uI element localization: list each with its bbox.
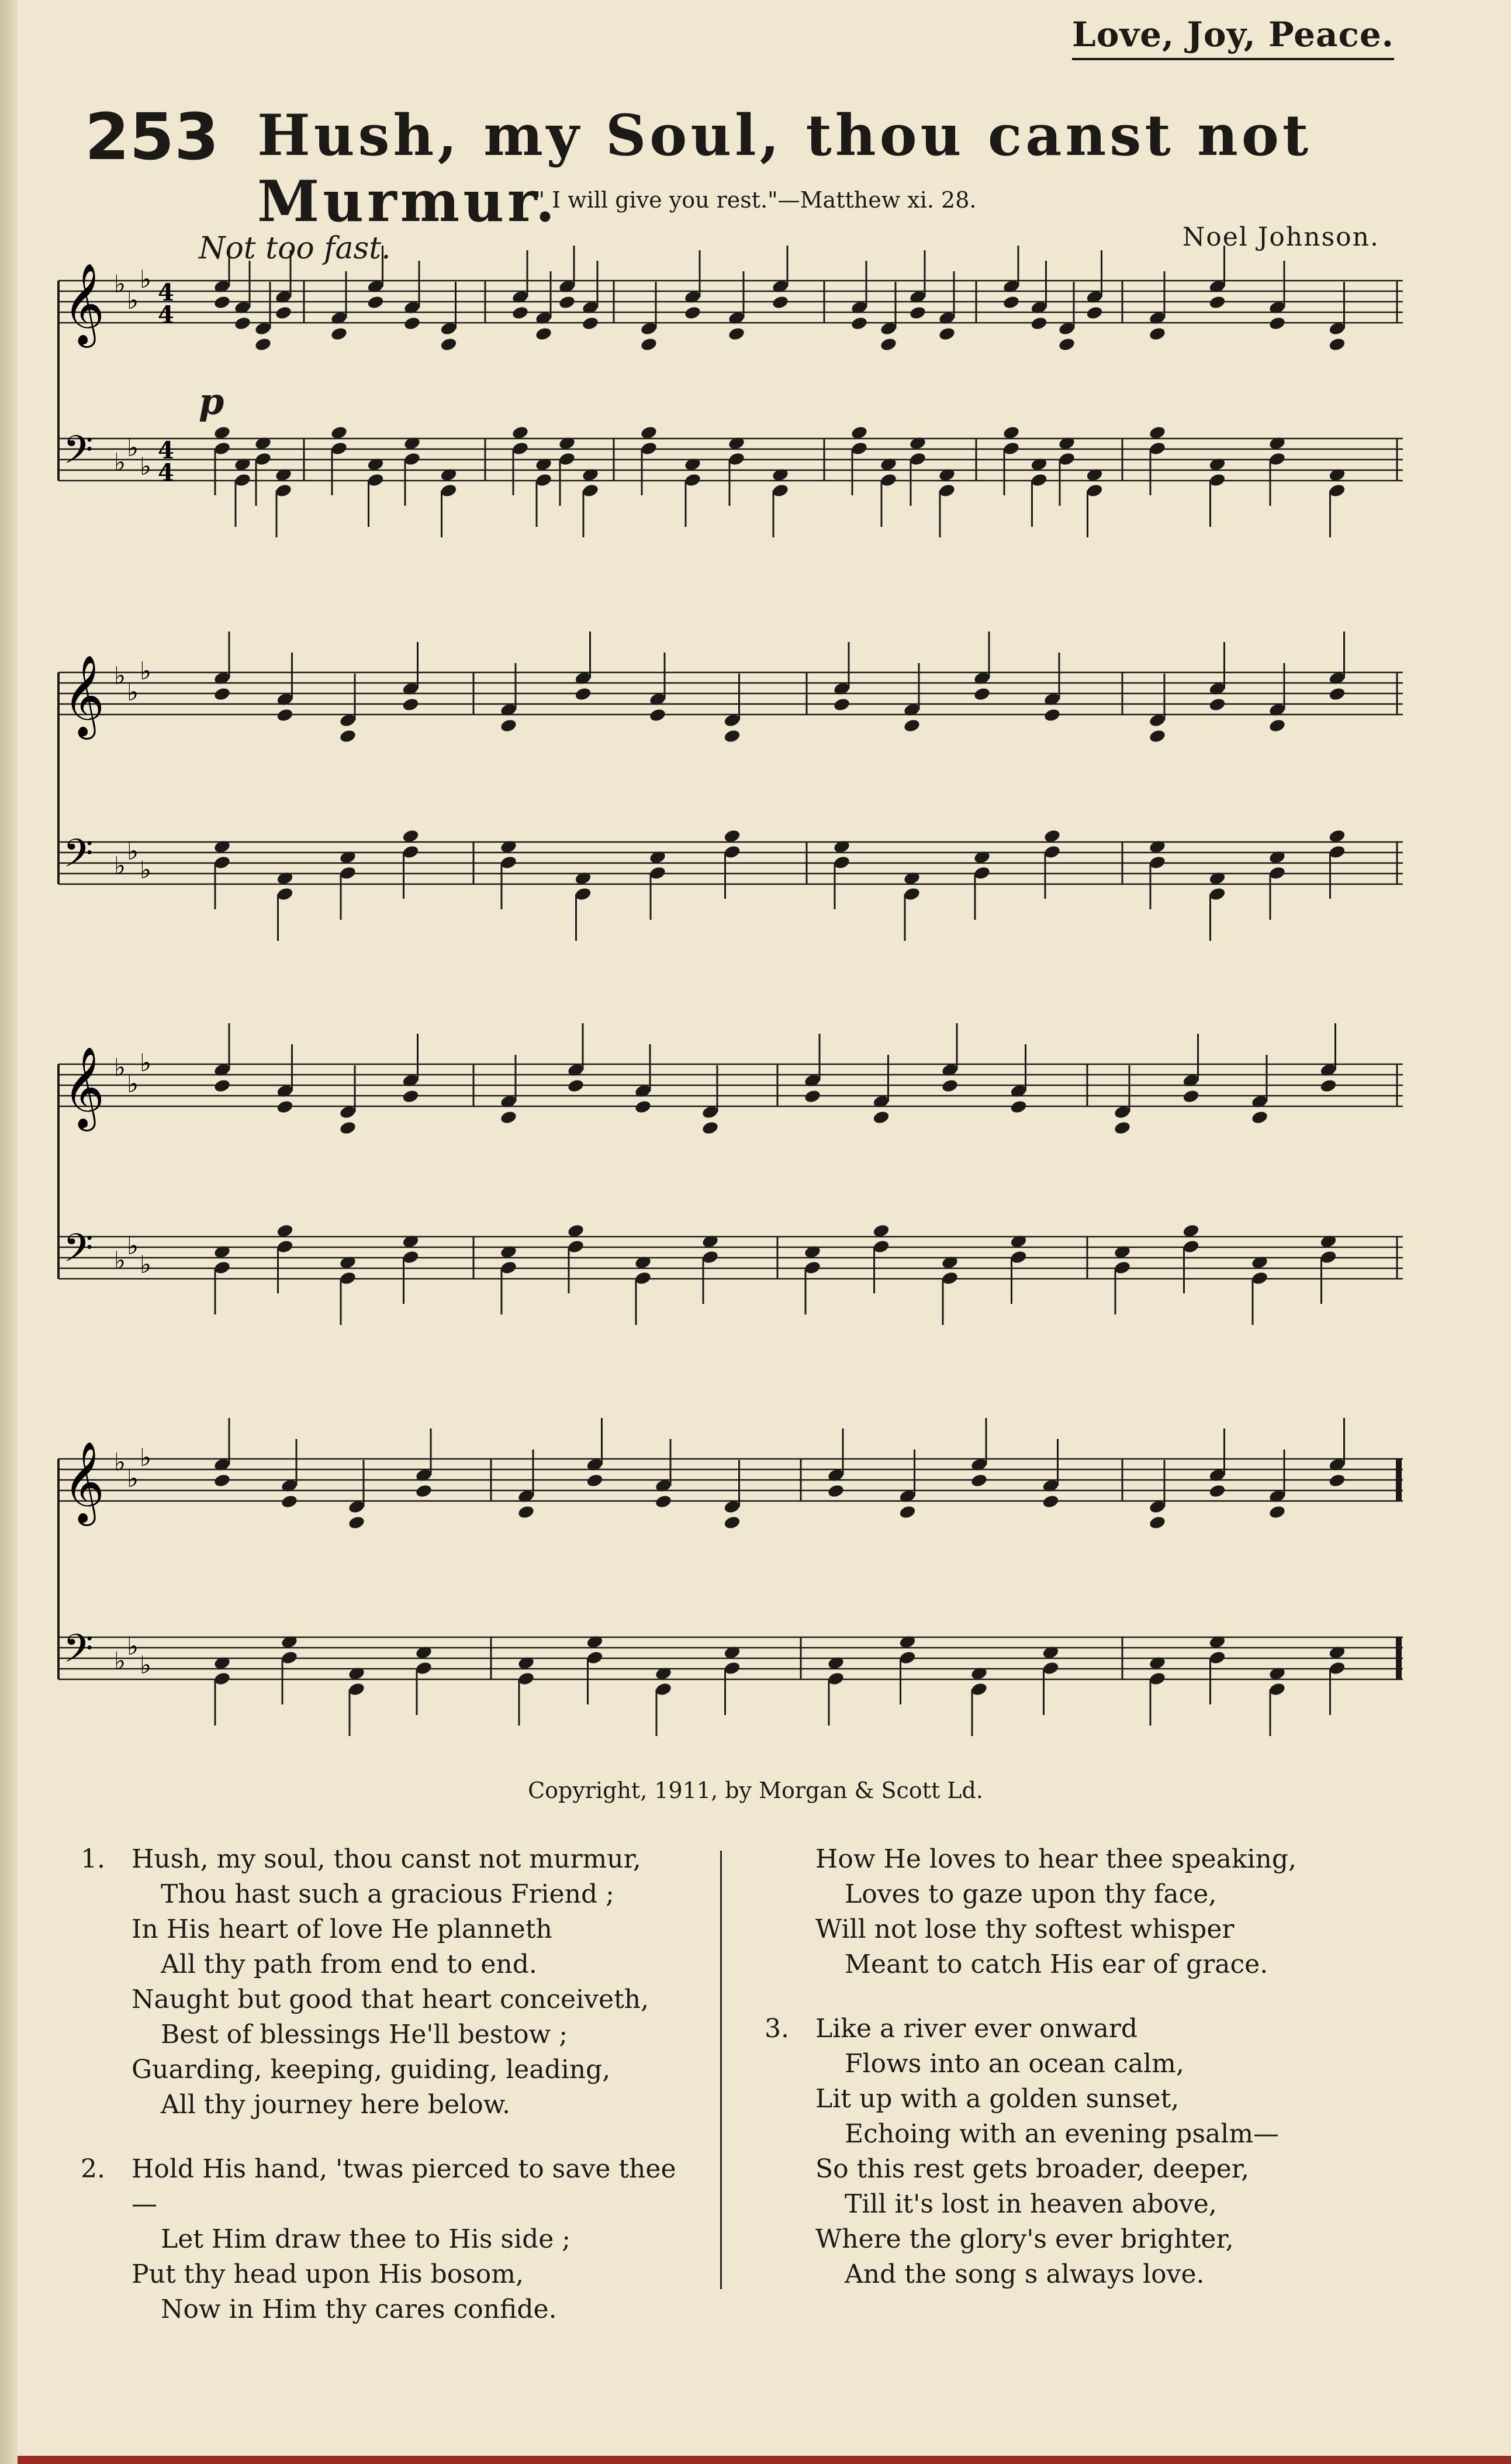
note-head xyxy=(415,1483,433,1499)
verse-3 xyxy=(765,2011,1415,2292)
copyright-notice: Copyright, 1911, by Morgan & Scott Ld. xyxy=(528,1778,983,1803)
verse-line: Best of blessings He'll bestow ; xyxy=(161,2020,568,2049)
note-head xyxy=(1319,1078,1337,1093)
note-head xyxy=(1208,295,1226,310)
note-head xyxy=(850,316,869,331)
dynamic-marking: p xyxy=(199,380,224,423)
bottom-rule xyxy=(18,2456,1511,2464)
bass-clef: 𝄢 xyxy=(63,427,94,482)
note-head xyxy=(1251,1110,1269,1125)
verse-line: Lit up with a golden sunset, xyxy=(815,2084,1180,2114)
note-head xyxy=(275,305,293,320)
note-head xyxy=(872,1110,890,1125)
note-head xyxy=(403,316,421,331)
verse-line: Echoing with an evening psalm— xyxy=(845,2119,1280,2149)
note-head xyxy=(684,305,702,320)
note-head xyxy=(511,305,530,320)
bass-clef: 𝄢 xyxy=(63,1626,94,1680)
treble-clef: 𝄞 xyxy=(63,655,105,736)
note-head xyxy=(728,326,746,341)
verse-line: Thou hast such a gracious Friend ; xyxy=(161,1879,614,1909)
flat-sign: ♭ xyxy=(127,837,139,865)
composer: Noel Johnson. xyxy=(1182,222,1379,252)
verse-line: Meant to catch His ear of grace. xyxy=(845,1949,1268,1979)
verse-2-continued xyxy=(772,1842,1415,1982)
verse-line: Hush, my soul, thou canst not murmur, xyxy=(132,1844,641,1874)
flat-sign: ♭ xyxy=(114,661,126,690)
verses-right-column xyxy=(765,1842,1415,2321)
note-head xyxy=(1268,1504,1287,1520)
time-signature: 4 xyxy=(158,459,174,486)
note-head xyxy=(898,1504,917,1520)
final-barline xyxy=(1396,1637,1402,1679)
note-head xyxy=(567,1078,585,1093)
note-head xyxy=(640,337,658,352)
flat-sign: ♭ xyxy=(114,1246,126,1275)
note-head xyxy=(1085,305,1104,320)
verse-line: Now in Him thy cares confide. xyxy=(161,2294,557,2324)
verse-line: Naught but good that heart conceiveth, xyxy=(132,1985,649,2014)
note-head xyxy=(558,295,576,310)
note-head xyxy=(500,718,518,733)
final-barline xyxy=(1396,1459,1402,1501)
note-head xyxy=(1328,686,1346,702)
flat-sign: ♭ xyxy=(127,286,139,315)
flat-sign: ♭ xyxy=(127,1632,139,1661)
flat-sign: ♭ xyxy=(140,1250,151,1279)
column-divider xyxy=(720,1851,722,2289)
note-head xyxy=(909,305,927,320)
flat-sign: ♭ xyxy=(114,1448,126,1476)
note-head xyxy=(276,1099,294,1114)
verse-line: Guarding, keeping, guiding, leading, xyxy=(132,2055,611,2085)
note-head xyxy=(574,686,592,702)
verses-left-column xyxy=(81,1842,701,2356)
note-head xyxy=(213,1473,231,1488)
note-head xyxy=(281,1494,299,1509)
note-head xyxy=(1009,1099,1028,1114)
flat-sign: ♭ xyxy=(140,855,151,884)
verse-line: Where the glory's ever brighter, xyxy=(815,2224,1234,2254)
note-head xyxy=(1149,1515,1167,1530)
note-head xyxy=(1182,1089,1200,1104)
note-head xyxy=(1058,337,1076,352)
note-head xyxy=(1268,718,1287,733)
treble-clef: 𝄞 xyxy=(63,263,105,344)
note-head xyxy=(833,697,851,712)
flat-sign: ♭ xyxy=(127,678,139,706)
note-head xyxy=(1208,697,1226,712)
note-head xyxy=(880,337,898,352)
music-score xyxy=(53,246,1415,1754)
flat-sign: ♭ xyxy=(114,270,126,298)
verse-line: So this rest gets broader, deeper, xyxy=(815,2154,1249,2184)
time-signature: 4 xyxy=(158,301,174,329)
note-head xyxy=(1042,1494,1060,1509)
note-head xyxy=(970,1473,988,1488)
flat-sign: ♭ xyxy=(140,1651,151,1679)
verse-number: 3. xyxy=(765,2014,789,2044)
flat-sign: ♭ xyxy=(140,1443,151,1472)
verse-line: Let Him draw thee to His side ; xyxy=(161,2224,571,2254)
note-head xyxy=(213,295,231,310)
note-head xyxy=(903,718,921,733)
note-head xyxy=(723,729,741,744)
verse-line: Hold His hand, 'twas pierced to save thee— xyxy=(132,2154,676,2219)
note-head xyxy=(535,326,553,341)
verse-line: Put thy head upon His bosom, xyxy=(132,2259,524,2289)
flat-sign: ♭ xyxy=(127,1069,139,1098)
note-head xyxy=(276,708,294,723)
page-edge xyxy=(0,0,18,2464)
note-head xyxy=(1268,316,1287,331)
note-head xyxy=(402,697,420,712)
verse-line: All thy journey here below. xyxy=(161,2090,511,2120)
note-head xyxy=(213,1078,231,1093)
verse-number: 2. xyxy=(81,2154,105,2184)
treble-clef: 𝄞 xyxy=(63,1441,105,1523)
verse-number: 1. xyxy=(81,1844,105,1874)
note-head xyxy=(586,1473,604,1488)
flat-sign: ♭ xyxy=(127,433,139,462)
hymn-title: Hush, my Soul, thou canst not Murmur. xyxy=(257,102,1312,234)
note-head xyxy=(1149,729,1167,744)
note-head xyxy=(827,1483,845,1499)
tempo-marking: Not too fast. xyxy=(199,231,391,266)
note-head xyxy=(330,326,348,341)
verse-line: How He loves to hear thee speaking, xyxy=(815,1844,1297,1874)
note-head xyxy=(234,316,252,331)
scripture-reference: " I will give you rest."—Matthew xi. 28. xyxy=(534,187,977,213)
verse-line: Loves to gaze upon thy face, xyxy=(845,1879,1217,1909)
note-head xyxy=(213,686,231,702)
verse-line: Will not lose thy softest whisper xyxy=(815,1914,1235,1944)
flat-sign: ♭ xyxy=(140,657,151,685)
note-head xyxy=(440,337,458,352)
verse-line: In His heart of love He planneth xyxy=(132,1914,552,1944)
note-head xyxy=(582,316,600,331)
note-head xyxy=(772,295,790,310)
flat-sign: ♭ xyxy=(140,265,151,294)
verse-1 xyxy=(81,1842,701,2123)
note-head xyxy=(804,1089,822,1104)
flat-sign: ♭ xyxy=(114,1053,126,1082)
note-head xyxy=(339,729,357,744)
note-head xyxy=(517,1504,535,1520)
bass-clef: 𝄢 xyxy=(63,1226,94,1280)
note-head xyxy=(655,1494,673,1509)
note-head xyxy=(1328,337,1346,352)
verse-2 xyxy=(81,2152,701,2327)
note-head xyxy=(348,1515,366,1530)
note-head xyxy=(941,1078,959,1093)
hymn-number: 253 xyxy=(85,99,219,174)
note-head xyxy=(1030,316,1048,331)
note-head xyxy=(254,337,272,352)
note-head xyxy=(366,295,385,310)
note-head xyxy=(1043,708,1061,723)
flat-sign: ♭ xyxy=(127,1464,139,1493)
verse-line: All thy path from end to end. xyxy=(161,1949,537,1979)
verse-line: Like a river ever onward xyxy=(815,2014,1138,2044)
flat-sign: ♭ xyxy=(114,851,126,880)
note-head xyxy=(1114,1120,1132,1136)
time-signature: 4 xyxy=(158,279,174,306)
note-head xyxy=(1002,295,1021,310)
note-head xyxy=(649,708,667,723)
section-title: Love, Joy, Peace. xyxy=(1072,15,1394,60)
note-head xyxy=(402,1089,420,1104)
flat-sign: ♭ xyxy=(114,1647,126,1675)
note-head xyxy=(973,686,991,702)
note-head xyxy=(500,1110,518,1125)
note-head xyxy=(339,1120,357,1136)
flat-sign: ♭ xyxy=(140,452,151,481)
note-head xyxy=(1208,1483,1226,1499)
time-signature: 4 xyxy=(158,437,174,464)
bass-clef: 𝄢 xyxy=(63,831,94,885)
note-head xyxy=(1149,326,1167,341)
flat-sign: ♭ xyxy=(140,1048,151,1077)
treble-clef: 𝄞 xyxy=(63,1047,105,1128)
note-head xyxy=(938,326,956,341)
flat-sign: ♭ xyxy=(114,448,126,477)
verse-line: And the song s always love. xyxy=(845,2259,1205,2289)
note-head xyxy=(634,1099,652,1114)
note-head xyxy=(723,1515,741,1530)
flat-sign: ♭ xyxy=(127,1231,139,1260)
verse-line: Till it's lost in heaven above, xyxy=(845,2189,1217,2219)
note-head xyxy=(1328,1473,1346,1488)
note-head xyxy=(701,1120,720,1136)
verse-line: Flows into an ocean calm, xyxy=(845,2049,1184,2079)
